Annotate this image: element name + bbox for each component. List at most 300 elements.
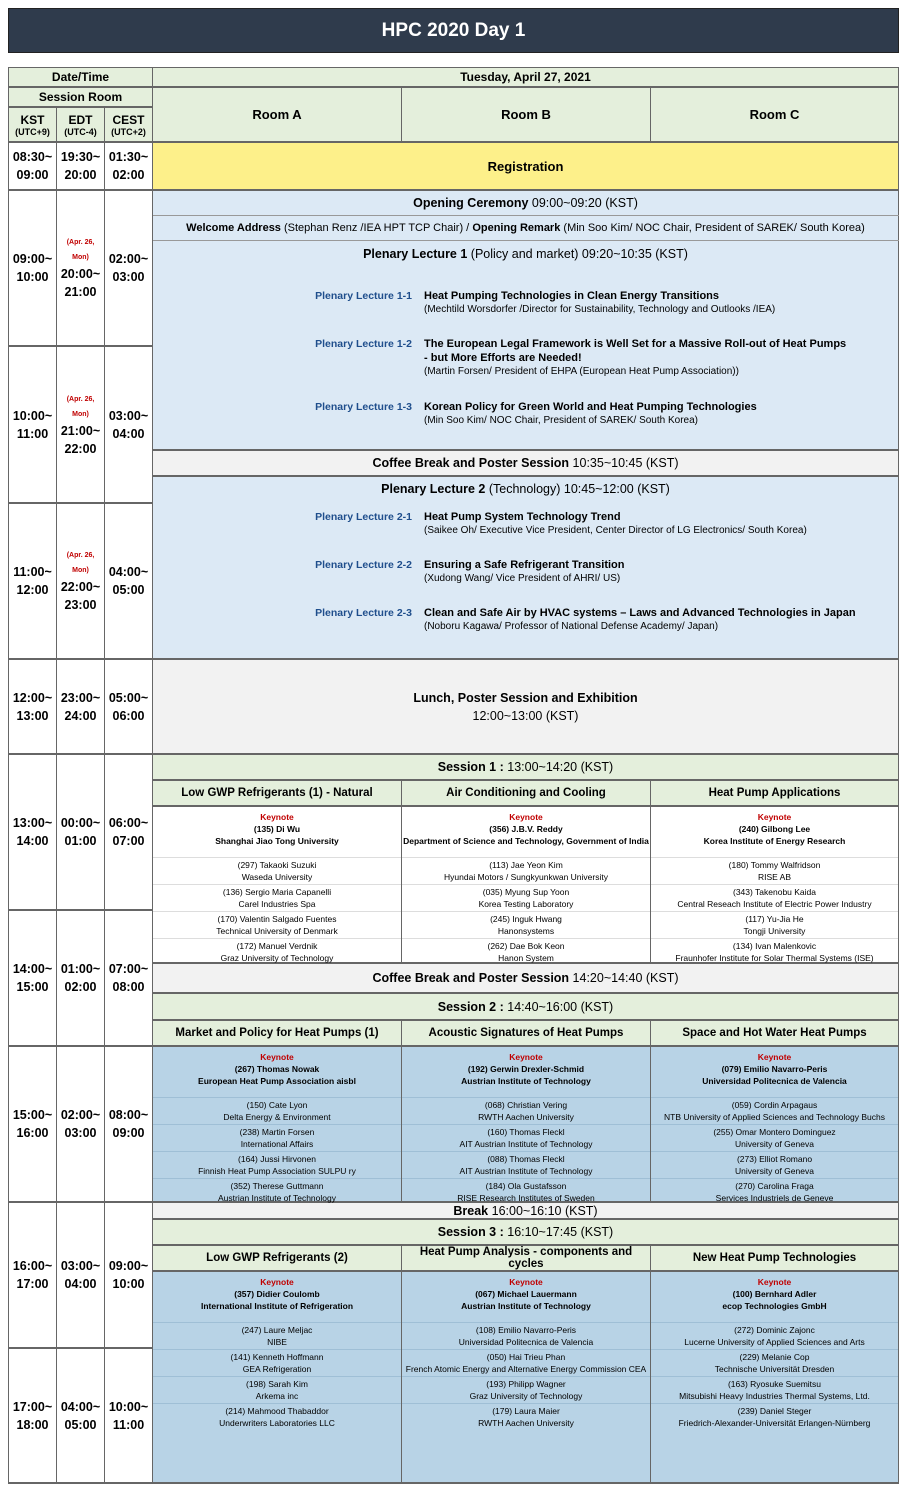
keynote-speaker: (240) Gilbong Lee <box>738 824 811 834</box>
track-title: Heat Pump Analysis - components and cycles <box>419 1246 633 1270</box>
time-range: 00:00~ 01:00 <box>60 816 101 848</box>
time-cell-kst <box>8 659 57 754</box>
paper-affiliation: Universidad Politecnica de Valencia <box>458 1337 594 1347</box>
s3-room-2-cell <box>401 1271 651 1483</box>
paper-entry <box>651 884 898 911</box>
paper-author: (163) Ryosuke Suemitsu <box>727 1379 822 1389</box>
paper-affiliation: Carel Industries Spa <box>238 899 316 909</box>
keynote-affiliation: Austrian Institute of Technology <box>461 1301 591 1311</box>
welcome-address <box>152 217 899 239</box>
keynote-affiliation: International Institute of Refrigeration <box>200 1301 354 1311</box>
paper-entry <box>153 938 401 965</box>
paper-affiliation: Lucerne University of Applied Sciences and Arts <box>684 1337 865 1347</box>
paper-entry <box>402 1376 650 1403</box>
keynote-affiliation: Department of Science and Technology, Government of India <box>403 836 649 846</box>
room-a-header <box>152 87 402 142</box>
paper-entry <box>402 1349 650 1376</box>
paper-affiliation: Graz University of Technology <box>220 953 334 963</box>
keynote-label: Keynote <box>509 1277 543 1287</box>
s1-track-3 <box>650 780 899 806</box>
paper-affiliation: Technische Universität Dresden <box>714 1364 835 1374</box>
track-title: Heat Pump Applications <box>708 787 841 799</box>
time-cell-cest <box>104 142 153 190</box>
time-range: 07:00~ 08:00 <box>108 962 149 994</box>
previous-day-note: (Apr. 26, Mon) <box>66 552 95 574</box>
s3-room-3-cell <box>650 1271 899 1483</box>
paper-affiliation: University of Geneva <box>735 1139 814 1149</box>
tz-offset: (UTC+9) <box>15 126 50 137</box>
time-range: 03:00~ 04:00 <box>60 1259 101 1291</box>
time-range: 22:00~ 23:00 <box>60 580 101 612</box>
tz-header-kst <box>8 107 57 142</box>
date-time-label: Date/Time <box>51 70 110 84</box>
tz-name: EDT <box>68 112 93 127</box>
time-range: 21:00~ 22:00 <box>60 423 101 456</box>
s2-track-3 <box>650 1020 899 1046</box>
plenary-lecture-item <box>152 289 892 317</box>
break-title: Break <box>453 1203 489 1218</box>
paper-author: (214) Mahmood Thabaddor <box>225 1406 329 1416</box>
time-range: 10:00~ 11:00 <box>12 408 53 441</box>
paper-affiliation: Fraunhofer Institute for Solar Thermal Systems (ISE) <box>675 953 874 963</box>
paper-author: (193) Philipp Wagner <box>486 1379 566 1389</box>
paper-entry <box>153 884 401 911</box>
s2-room-1-cell <box>152 1046 402 1202</box>
paper-entry <box>153 1151 401 1178</box>
paper-affiliation: Central Reseach Institute of Electric Power Industry <box>677 899 872 909</box>
paper-author: (170) Valentin Salgado Fuentes <box>217 914 337 924</box>
s1-room-2-cell <box>401 806 651 963</box>
date-label: Tuesday, April 27, 2021 <box>460 70 591 84</box>
lecture-title: Heat Pump System Technology Trend <box>424 511 621 523</box>
time-range: 09:00~ 10:00 <box>108 1259 149 1291</box>
lecture-label: Plenary Lecture 1-1 <box>315 290 412 302</box>
track-title: Market and Policy for Heat Pumps (1) <box>175 1027 379 1039</box>
lecture-label: Plenary Lecture 1-3 <box>315 401 412 413</box>
time-cell-cest <box>104 659 153 754</box>
paper-author: (160) Thomas Fleckl <box>487 1127 565 1137</box>
paper-author: (262) Dae Bok Keon <box>487 941 565 951</box>
paper-author: (229) Melanie Cop <box>739 1352 810 1362</box>
welcome-address-speaker: (Stephan Renz /IEA HPT TCP Chair) / <box>280 222 473 234</box>
time-range: 11:00~ 12:00 <box>13 565 52 597</box>
paper-entry <box>153 911 401 938</box>
s3-track-2 <box>401 1245 651 1271</box>
paper-affiliation: NIBE <box>267 1337 287 1347</box>
paper-entry <box>153 1124 401 1151</box>
plenary-lecture-item <box>152 606 892 634</box>
time-cell-cest <box>104 1046 153 1202</box>
time-cell-edt <box>56 142 105 190</box>
paper-entry <box>402 857 650 884</box>
time-cell-edt <box>56 346 105 503</box>
time-range: 12:00~ 13:00 <box>12 690 53 723</box>
time-range: 02:00~ 03:00 <box>108 252 149 284</box>
date-header <box>152 67 899 87</box>
plenary-lecture-item <box>152 400 892 428</box>
s2-room-3-cell <box>650 1046 899 1202</box>
time-range: 01:30~ 02:00 <box>108 150 149 182</box>
lunch-title: Lunch, Poster Session and Exhibition <box>413 690 638 705</box>
time-range: 23:00~ 24:00 <box>60 690 101 723</box>
keynote-label: Keynote <box>757 1052 792 1062</box>
time-cell-cest <box>104 910 153 1046</box>
paper-affiliation: RWTH Aachen University <box>478 1418 574 1428</box>
paper-entry <box>651 1403 898 1430</box>
time-cell-kst <box>8 1348 57 1483</box>
time-range: 20:00~ 21:00 <box>60 267 101 299</box>
keynote-speaker: (079) Emilio Navarro-Peris <box>721 1064 828 1074</box>
opening-remark-title: Opening Remark <box>472 222 561 234</box>
session-time: 16:10~17:45 (KST) <box>503 1225 614 1239</box>
paper-entry <box>651 1151 898 1178</box>
lunch-time: 12:00~13:00 (KST) <box>472 708 579 723</box>
paper-author: (239) Daniel Steger <box>737 1406 812 1416</box>
tz-header-cest <box>104 107 153 142</box>
paper-affiliation: Mitsubishi Heavy Industries Thermal Systems, Ltd. <box>679 1391 870 1401</box>
paper-affiliation: Graz University of Technology <box>469 1391 583 1401</box>
s1-room-3-cell <box>650 806 899 963</box>
time-cell-cest <box>104 1202 153 1348</box>
date-time-header <box>8 67 153 87</box>
paper-entry <box>402 1097 650 1124</box>
session-room-label: Session Room <box>38 90 123 104</box>
paper-affiliation: AIT Austrian Institute of Technology <box>459 1139 593 1149</box>
paper-author: (035) Myung Sup Yoon <box>482 887 570 897</box>
time-cell-edt <box>56 1046 105 1202</box>
table-bottom-border <box>8 1483 899 1484</box>
paper-affiliation: Services Industriels de Geneve <box>715 1193 834 1203</box>
time-cell-kst <box>8 142 57 190</box>
tz-name: KST <box>20 112 45 127</box>
room-b-label: Room B <box>501 107 551 122</box>
time-cell-kst <box>8 190 57 346</box>
paper-affiliation: Korea Testing Laboratory <box>478 899 574 909</box>
page-title <box>8 8 899 53</box>
lecture-label: Plenary Lecture 2-1 <box>315 511 412 523</box>
opening-remark-speaker: (Min Soo Kim/ NOC Chair, President of SAREK/ South Korea) <box>560 222 865 234</box>
session-time: 13:00~14:20 (KST) <box>503 760 614 774</box>
paper-affiliation: Finnish Heat Pump Association SULPU ry <box>198 1166 356 1176</box>
plenary-lecture-item <box>152 337 892 379</box>
paper-entry <box>402 1178 650 1205</box>
time-range: 08:30~ 09:00 <box>12 150 53 182</box>
opening-ceremony-time: 09:00~09:20 (KST) <box>528 196 638 210</box>
lecture-title: Korean Policy for Green World and Heat Pumping Technologies <box>424 401 757 413</box>
time-range: 04:00~ 05:00 <box>60 1399 101 1432</box>
paper-affiliation: RISE AB <box>757 872 792 882</box>
paper-entry <box>402 1403 650 1430</box>
keynote-label: Keynote <box>757 1277 792 1287</box>
keynote-label: Keynote <box>260 812 294 822</box>
lecture-label: Plenary Lecture 2-3 <box>315 607 412 619</box>
paper-author: (343) Takenobu Kaida <box>732 887 817 897</box>
plenary-lecture-item <box>152 510 892 538</box>
paper-author: (172) Manuel Verdnik <box>236 941 318 951</box>
paper-affiliation: Arkema inc <box>255 1391 299 1401</box>
paper-entry <box>651 1322 898 1349</box>
keynote-affiliation: European Heat Pump Association aisbl <box>198 1076 356 1086</box>
time-range: 02:00~ 03:00 <box>60 1108 101 1140</box>
registration-label: Registration <box>487 158 564 174</box>
keynote-label: Keynote <box>260 1052 294 1062</box>
paper-author: (255) Omar Montero Dominguez <box>713 1127 836 1137</box>
paper-affiliation: Underwriters Laboratories LLC <box>219 1418 335 1428</box>
paper-entry <box>402 1322 650 1349</box>
paper-author: (238) Martin Forsen <box>239 1127 315 1137</box>
paper-entry <box>651 1178 898 1205</box>
plenary-1-title: Plenary Lecture 1 <box>363 247 468 261</box>
lecture-title: The European Legal Framework is Well Set for a Massive Roll-out of Heat Pumps - but More Efforts are Needed! <box>424 338 847 364</box>
keynote-affiliation: ecop Technologies GmbH <box>722 1301 827 1311</box>
lunch-row <box>152 659 899 754</box>
paper-author: (136) Sergio Maria Capanelli <box>222 887 332 897</box>
previous-day-note: (Apr. 26, Mon) <box>66 239 95 261</box>
welcome-address-title: Welcome Address <box>186 222 281 234</box>
time-cell-edt <box>56 503 105 659</box>
paper-entry <box>651 1349 898 1376</box>
paper-author: (272) Dominic Zajonc <box>734 1325 815 1335</box>
paper-affiliation: Hanonsystems <box>497 926 555 936</box>
tz-offset: (UTC-4) <box>64 126 97 137</box>
paper-entry <box>153 857 401 884</box>
paper-author: (059) Cordin Arpagaus <box>731 1100 818 1110</box>
paper-affiliation: RWTH Aachen University <box>478 1112 574 1122</box>
keynote-label: Keynote <box>509 812 543 822</box>
time-cell-cest <box>104 503 153 659</box>
paper-entry <box>153 1403 401 1430</box>
time-cell-edt <box>56 754 105 910</box>
paper-affiliation: Delta Energy & Environment <box>223 1112 331 1122</box>
time-range: 16:00~ 17:00 <box>12 1259 53 1291</box>
coffee-break-1-title: Coffee Break and Poster Session <box>372 456 570 470</box>
lecture-speaker: (Noboru Kagawa/ Professor of National Defense Academy/ Japan) <box>424 621 719 632</box>
keynote-affiliation: Austrian Institute of Technology <box>461 1076 591 1086</box>
time-cell-edt <box>56 190 105 346</box>
time-range: 08:00~ 09:00 <box>108 1108 149 1140</box>
session-title: Session 3 : <box>437 1225 504 1239</box>
coffee-break-2-title: Coffee Break and Poster Session <box>372 971 570 985</box>
room-c-header <box>650 87 899 142</box>
paper-author: (068) Christian Vering <box>484 1100 568 1110</box>
paper-affiliation: University of Geneva <box>735 1166 814 1176</box>
paper-entry <box>402 938 650 965</box>
paper-affiliation: GEA Refrigeration <box>242 1364 312 1374</box>
s1-header <box>152 754 899 780</box>
keynote-affiliation: Korea Institute of Energy Research <box>703 836 846 846</box>
tz-header-edt <box>56 107 105 142</box>
time-cell-edt <box>56 910 105 1046</box>
break-time: 16:00~16:10 (KST) <box>488 1203 598 1218</box>
paper-affiliation: French Atomic Energy and Alternative Energy Commission CEA <box>405 1364 647 1374</box>
time-range: 09:00~ 10:00 <box>12 252 53 284</box>
time-cell-edt <box>56 1202 105 1348</box>
paper-entry <box>153 1322 401 1349</box>
room-a-label: Room A <box>252 107 302 122</box>
registration-row <box>152 142 899 190</box>
coffee-break-1 <box>152 450 899 476</box>
paper-author: (179) Laura Maier <box>492 1406 560 1416</box>
time-cell-cest <box>104 346 153 503</box>
lecture-speaker: (Mechtild Worsdorfer /Director for Sustainability, Technology and Outlooks /IEA) <box>424 304 776 315</box>
paper-affiliation: Tongji University <box>743 926 806 936</box>
paper-author: (164) Jussi Hirvonen <box>238 1154 316 1164</box>
lecture-speaker: (Martin Forsen/ President of EHPA (European Heat Pump Association)) <box>424 366 739 377</box>
track-title: Air Conditioning and Cooling <box>446 787 606 799</box>
lecture-label: Plenary Lecture 2-2 <box>315 559 412 571</box>
lecture-title: Clean and Safe Air by HVAC systems – Laws and Advanced Technologies in Japan <box>424 607 856 619</box>
lecture-title: Heat Pumping Technologies in Clean Energy Transitions <box>424 290 720 302</box>
room-b-header <box>401 87 651 142</box>
lecture-label: Plenary Lecture 1-2 <box>315 338 412 350</box>
tz-name: CEST <box>112 112 145 127</box>
paper-author: (352) Therese Guttmann <box>230 1181 324 1191</box>
plenary-1-time: (Policy and market) 09:20~10:35 (KST) <box>467 247 688 261</box>
time-cell-edt <box>56 1348 105 1483</box>
time-range: 06:00~ 07:00 <box>108 816 149 848</box>
paper-entry <box>402 1124 650 1151</box>
paper-entry <box>402 911 650 938</box>
paper-entry <box>153 1178 401 1205</box>
paper-entry <box>402 884 650 911</box>
paper-entry <box>402 1151 650 1178</box>
opening-ceremony <box>152 192 899 214</box>
keynote-label: Keynote <box>509 1052 543 1062</box>
plenary-2-time: (Technology) 10:45~12:00 (KST) <box>485 482 670 496</box>
time-range: 14:00~ 15:00 <box>12 962 53 994</box>
paper-entry <box>651 857 898 884</box>
plenary-2-title: Plenary Lecture 2 <box>381 482 486 496</box>
time-cell-edt <box>56 659 105 754</box>
opening-ceremony-title: Opening Ceremony <box>413 196 529 210</box>
paper-affiliation: Austrian Institute of Technology <box>218 1193 336 1203</box>
keynote-affiliation: Universidad Politecnica de Valencia <box>702 1076 847 1086</box>
session-time: 14:40~16:00 (KST) <box>503 999 614 1014</box>
keynote-speaker: (357) Didier Coulomb <box>234 1289 320 1299</box>
plenary-lecture-item <box>152 558 892 586</box>
title-text: HPC 2020 Day 1 <box>381 19 526 41</box>
keynote-speaker: (100) Bernhard Adler <box>732 1289 817 1299</box>
coffee-break-2-time: 14:20~14:40 (KST) <box>569 971 679 985</box>
paper-entry <box>651 1376 898 1403</box>
divider <box>152 240 899 241</box>
session-title: Session 2 : <box>437 999 504 1014</box>
paper-affiliation: Hyundai Motors / Sungkyunkwan University <box>444 872 608 882</box>
keynote-speaker: (135) Di Wu <box>253 824 301 834</box>
time-range: 05:00~ 06:00 <box>108 690 149 723</box>
time-cell-cest <box>104 1348 153 1483</box>
paper-author: (117) Yu-Jia He <box>745 914 804 924</box>
paper-author: (245) Inguk Hwang <box>490 914 562 924</box>
paper-entry <box>651 1124 898 1151</box>
keynote-speaker: (067) Michael Lauermann <box>475 1289 577 1299</box>
paper-affiliation: Waseda University <box>241 872 313 882</box>
time-range: 15:00~ 16:00 <box>12 1108 53 1140</box>
room-c-label: Room C <box>749 107 800 122</box>
paper-author: (270) Carolina Fraga <box>735 1181 814 1191</box>
s2-header <box>152 993 899 1020</box>
session-title: Session 1 : <box>437 760 504 774</box>
time-range: 13:00~ 14:00 <box>12 816 53 848</box>
paper-author: (150) Cate Lyon <box>246 1100 308 1110</box>
lecture-speaker: (Saikee Oh/ Executive Vice President, Center Director of LG Electronics/ South Korea) <box>424 525 807 536</box>
s2-track-1 <box>152 1020 402 1046</box>
track-title: Acoustic Signatures of Heat Pumps <box>428 1027 624 1039</box>
time-cell-kst <box>8 910 57 1046</box>
paper-entry <box>153 1097 401 1124</box>
paper-affiliation: Hanon System <box>498 953 554 963</box>
time-range: 03:00~ 04:00 <box>108 408 149 441</box>
plenary-1-header <box>152 243 899 265</box>
lecture-title: Ensuring a Safe Refrigerant Transition <box>424 559 625 571</box>
time-cell-kst <box>8 346 57 503</box>
keynote-affiliation: Shanghai Jiao Tong University <box>215 836 339 846</box>
track-title: Low GWP Refrigerants (2) <box>206 1252 348 1264</box>
paper-author: (198) Sarah Kim <box>246 1379 308 1389</box>
keynote-label: Keynote <box>260 1277 294 1287</box>
paper-entry <box>651 911 898 938</box>
time-range: 19:30~ 20:00 <box>60 150 101 182</box>
s2-room-2-cell <box>401 1046 651 1202</box>
paper-entry <box>651 1097 898 1124</box>
paper-author: (297) Takaoki Suzuki <box>237 860 317 870</box>
paper-author: (247) Laure Meljac <box>241 1325 313 1335</box>
paper-author: (108) Emilio Navarro-Peris <box>475 1325 577 1335</box>
time-cell-kst <box>8 754 57 910</box>
keynote-speaker: (192) Gerwin Drexler-Schmid <box>467 1064 585 1074</box>
time-range: 10:00~ 11:00 <box>108 1399 149 1432</box>
s3-track-1 <box>152 1245 402 1271</box>
track-title: Space and Hot Water Heat Pumps <box>682 1027 867 1039</box>
divider <box>152 215 899 216</box>
paper-entry <box>153 1376 401 1403</box>
tz-offset: (UTC+2) <box>111 126 146 137</box>
paper-author: (113) Jae Yeon Kim <box>489 860 563 870</box>
s1-track-2 <box>401 780 651 806</box>
s1-track-1 <box>152 780 402 806</box>
paper-author: (273) Elliot Romano <box>736 1154 813 1164</box>
paper-author: (134) Ivan Malenkovic <box>732 941 817 951</box>
keynote-speaker: (356) J.B.V. Reddy <box>489 824 563 834</box>
lecture-speaker: (Min Soo Kim/ NOC Chair, President of SAREK/ South Korea) <box>424 415 698 426</box>
paper-affiliation: NTB University of Applied Sciences and Technology Buchs <box>664 1112 885 1122</box>
s1-room-1-cell <box>152 806 402 963</box>
previous-day-note: (Apr. 26, Mon) <box>66 395 95 418</box>
time-cell-cest <box>104 190 153 346</box>
paper-author: (184) Ola Gustafsson <box>485 1181 567 1191</box>
paper-affiliation: AIT Austrian Institute of Technology <box>459 1166 593 1176</box>
coffee-break-2 <box>152 963 899 993</box>
paper-entry <box>651 938 898 965</box>
paper-affiliation: RISE Research Institutes of Sweden <box>457 1193 595 1203</box>
paper-author: (180) Tommy Walfridson <box>728 860 821 870</box>
s3-room-1-cell <box>152 1271 402 1483</box>
paper-author: (141) Kenneth Hoffmann <box>230 1352 324 1362</box>
time-range: 01:00~ 02:00 <box>60 962 101 994</box>
s3-track-3 <box>650 1245 899 1271</box>
session-room-header <box>8 87 153 107</box>
paper-author: (088) Thomas Fleckl <box>487 1154 565 1164</box>
paper-author: (050) Hai Trieu Phan <box>486 1352 566 1362</box>
plenary-2-header <box>152 478 899 500</box>
keynote-label: Keynote <box>757 812 792 822</box>
paper-affiliation: Technical University of Denmark <box>216 926 338 936</box>
track-title: New Heat Pump Technologies <box>692 1252 857 1264</box>
coffee-break-1-time: 10:35~10:45 (KST) <box>569 456 679 470</box>
time-cell-cest <box>104 754 153 910</box>
keynote-speaker: (267) Thomas Nowak <box>234 1064 320 1074</box>
paper-affiliation: Friedrich-Alexander-Universität Erlangen-Nürnberg <box>678 1418 871 1428</box>
